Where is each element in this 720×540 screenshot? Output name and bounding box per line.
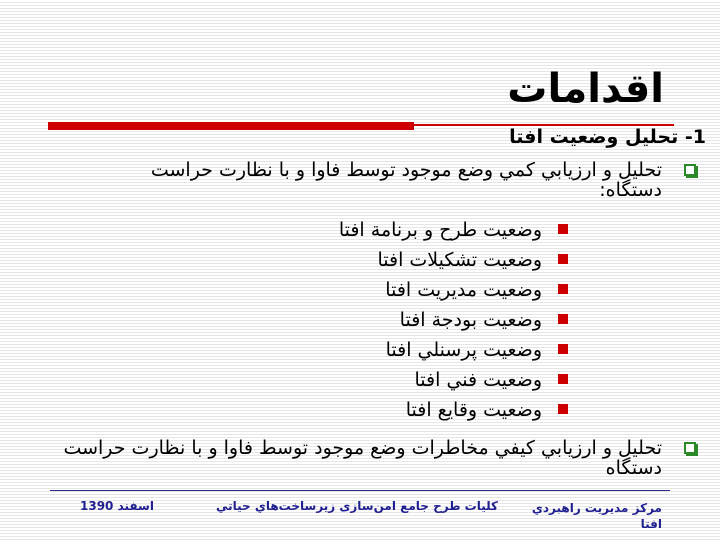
sub-bullet-text: وضعيت تشكيلات افتا — [377, 249, 542, 271]
footer-organization: مركز مديريت راهبردي افتا — [531, 501, 662, 531]
sub-bullet-item — [339, 338, 570, 368]
sub-bullet-item — [339, 308, 570, 338]
checkbox-bullet-icon — [684, 164, 696, 176]
checkbox-bullet-icon — [684, 442, 696, 454]
main-bullet-2 — [42, 438, 662, 478]
section-heading: 1- تحليل وضعيت افتا — [509, 126, 706, 148]
sub-bullet-text: وضعيت فني افتا — [414, 369, 542, 391]
title-underline — [48, 122, 414, 130]
red-square-bullet-icon — [558, 284, 568, 294]
sub-bullet-text: وضعيت پرسنلي افتا — [385, 339, 542, 361]
red-square-bullet-icon — [558, 374, 568, 384]
sub-bullet-text: وضعيت وقايع افتا — [405, 399, 542, 421]
sub-bullet-text: وضعيت مديريت افتا — [385, 279, 542, 301]
red-square-bullet-icon — [558, 314, 568, 324]
footer-date-month: اسفند — [117, 499, 154, 513]
sub-bullet-item — [339, 278, 570, 308]
main-bullet-1 — [102, 160, 662, 200]
footer-subject: كليات طرح جامع امن‌سازی زیرساخت‌هاي حياتي — [215, 499, 499, 513]
main-bullet-text: تحليل و ارزيابي كيفي مخاطرات وضع موجود توسط فاوا و با نظارت حراست دستگاه — [63, 437, 662, 479]
main-bullet-text: تحليل و ارزيابي كمي وضع موجود توسط فاوا و با نظارت حراست دستگاه: — [150, 159, 662, 201]
footer-date — [80, 498, 154, 514]
footer-date-year: 1390 — [80, 499, 114, 513]
red-square-bullet-icon — [558, 404, 568, 414]
sub-bullet-text: وضعيت بودجة افتا — [399, 309, 542, 331]
slide-title: اقدامات — [507, 66, 664, 112]
sub-bullet-item — [339, 368, 570, 398]
footer-divider — [50, 490, 670, 491]
sub-bullet-item — [339, 398, 570, 428]
sub-bullet-text: وضعيت طرح و برنامة افتا — [338, 219, 542, 241]
sub-bullet-item — [339, 248, 570, 278]
red-square-bullet-icon — [558, 254, 568, 264]
red-square-bullet-icon — [558, 344, 568, 354]
sub-bullet-item — [339, 218, 570, 248]
red-square-bullet-icon — [558, 224, 568, 234]
sub-bullet-list — [339, 218, 570, 428]
